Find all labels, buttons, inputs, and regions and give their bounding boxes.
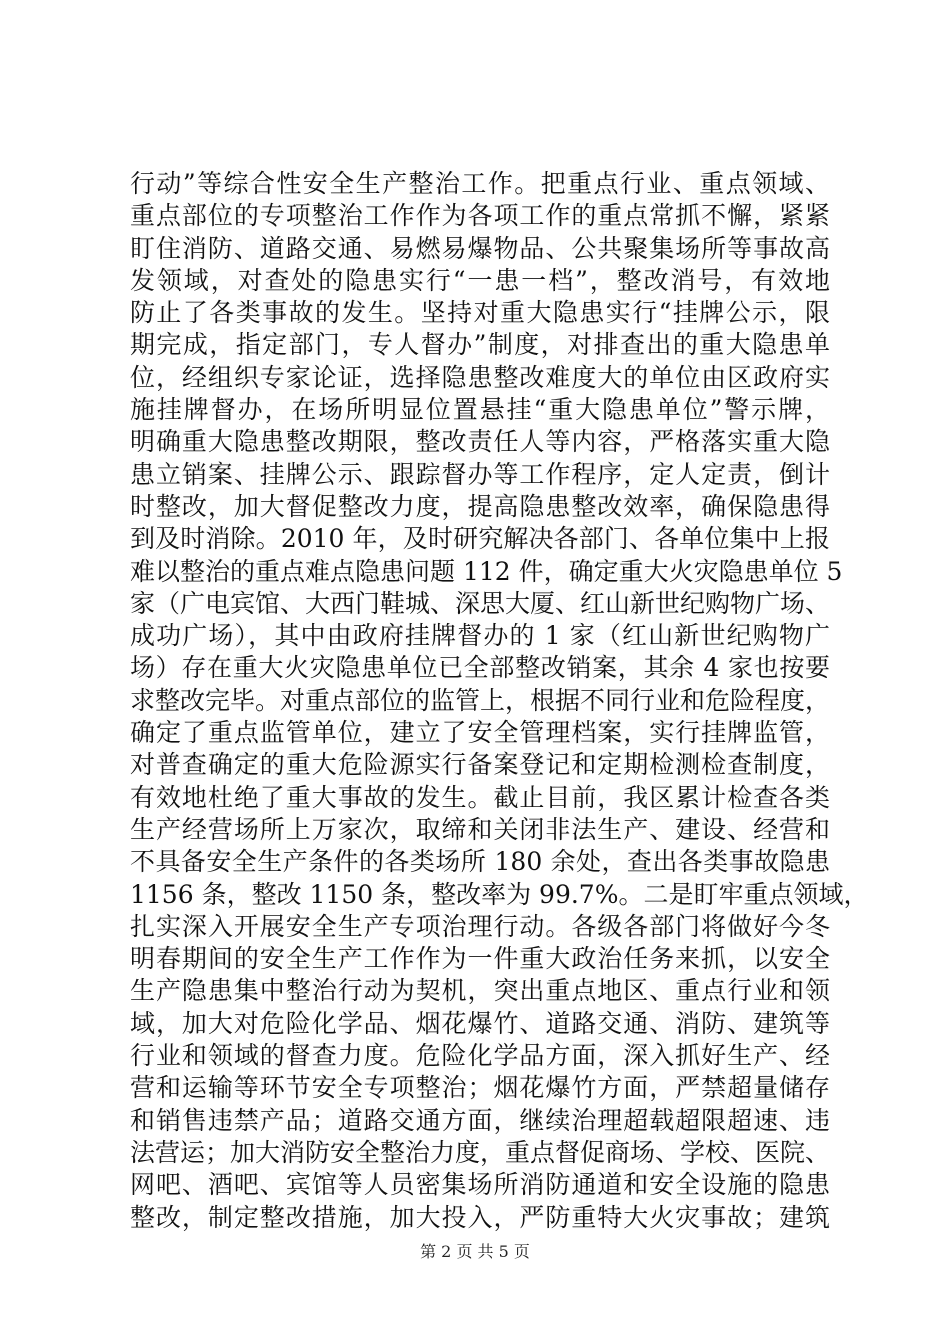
text-line: 重点部位的专项整治工作作为各项工作的重点常抓不懈，紧紧 bbox=[130, 201, 830, 231]
text-line: 网吧、酒吧、宾馆等人员密集场所消防通道和安全设施的隐患 bbox=[130, 1170, 830, 1200]
text-line: 明确重大隐患整改期限，整改责任人等内容，严格落实重大隐 bbox=[130, 427, 830, 457]
text-line: 期完成，指定部门，专人督办”制度，对排查出的重大隐患单 bbox=[130, 330, 830, 360]
text-line: 法营运；加大消防安全整治力度，重点督促商场、学校、医院、 bbox=[130, 1137, 831, 1167]
text-line: 对普查确定的重大危险源实行备案登记和定期检测检查制度， bbox=[130, 750, 830, 780]
text-line: 行业和领域的督查力度。危险化学品方面，深入抓好生产、经 bbox=[130, 1041, 830, 1071]
text-line: 患立销案、挂牌公示、跟踪督办等工作程序，定人定责，倒计 bbox=[130, 459, 830, 489]
text-line: 防止了各类事故的发生。坚持对重大隐患实行“挂牌公示，限 bbox=[130, 298, 830, 328]
text-line: 确定了重点监管单位，建立了安全管理档案，实行挂牌监管， bbox=[130, 718, 830, 748]
text-line: 场）存在重大火灾隐患单位已全部整改销案，其余 4 家也按要 bbox=[130, 653, 830, 683]
text-line: 域，加大对危险化学品、烟花爆竹、道路交通、消防、建筑等 bbox=[130, 1008, 830, 1038]
text-line: 家（广电宾馆、大西门鞋城、深思大厦、红山新世纪购物广场、 bbox=[130, 588, 831, 618]
text-line: 扎实深入开展安全生产专项治理行动。各级各部门将做好今冬 bbox=[130, 911, 830, 941]
text-line: 时整改，加大督促整改力度，提高隐患整改效率，确保隐患得 bbox=[130, 491, 830, 521]
text-line: 和销售违禁产品；道路交通方面，继续治理超载超限超速、违 bbox=[130, 1105, 830, 1135]
text-line: 生产隐患集中整治行动为契机，突出重点地区、重点行业和领 bbox=[130, 976, 830, 1006]
text-line: 生产经营场所上万家次，取缔和关闭非法生产、建设、经营和 bbox=[130, 814, 830, 844]
text-line: 成功广场），其中由政府挂牌督办的 1 家（红山新世纪购物广 bbox=[130, 621, 830, 651]
text-line: 不具备安全生产条件的各类场所 180 余处，查出各类事故隐患 bbox=[130, 847, 830, 877]
body-text bbox=[130, 168, 869, 1234]
text-line: 到及时消除。2010 年，及时研究解决各部门、各单位集中上报 bbox=[130, 524, 830, 554]
text-line: 营和运输等环节安全专项整治；烟花爆竹方面，严禁超量储存 bbox=[130, 1073, 830, 1103]
text-line: 发领域，对查处的隐患实行“一患一档”，整改消号，有效地 bbox=[130, 265, 830, 295]
text-line: 1156 条，整改 1150 条，整改率为 99.7%。二是盯牢重点领域， bbox=[130, 879, 869, 909]
text-line: 难以整治的重点难点隐患问题 112 件，确定重大火灾隐患单位 5 bbox=[130, 556, 843, 586]
text-line: 施挂牌督办，在场所明显位置悬挂“重大隐患单位”警示牌， bbox=[130, 395, 830, 425]
text-line: 明春期间的安全生产工作作为一件重大政治任务来抓，以安全 bbox=[130, 944, 830, 974]
text-line: 行动”等综合性安全生产整治工作。把重点行业、重点领域、 bbox=[130, 169, 830, 198]
text-line: 位，经组织专家论证，选择隐患整改难度大的单位由区政府实 bbox=[130, 362, 830, 392]
text-line: 有效地杜绝了重大事故的发生。截止目前，我区累计检查各类 bbox=[130, 782, 830, 812]
text-line: 求整改完毕。对重点部位的监管上，根据不同行业和危险程度， bbox=[130, 685, 831, 715]
text-line: 盯住消防、道路交通、易燃易爆物品、公共聚集场所等事故高 bbox=[130, 233, 830, 263]
page-number-footer: 第 2 页 共 5 页 bbox=[420, 1242, 530, 1261]
text-line: 整改，制定整改措施，加大投入，严防重特大火灾事故；建筑 bbox=[130, 1202, 830, 1232]
